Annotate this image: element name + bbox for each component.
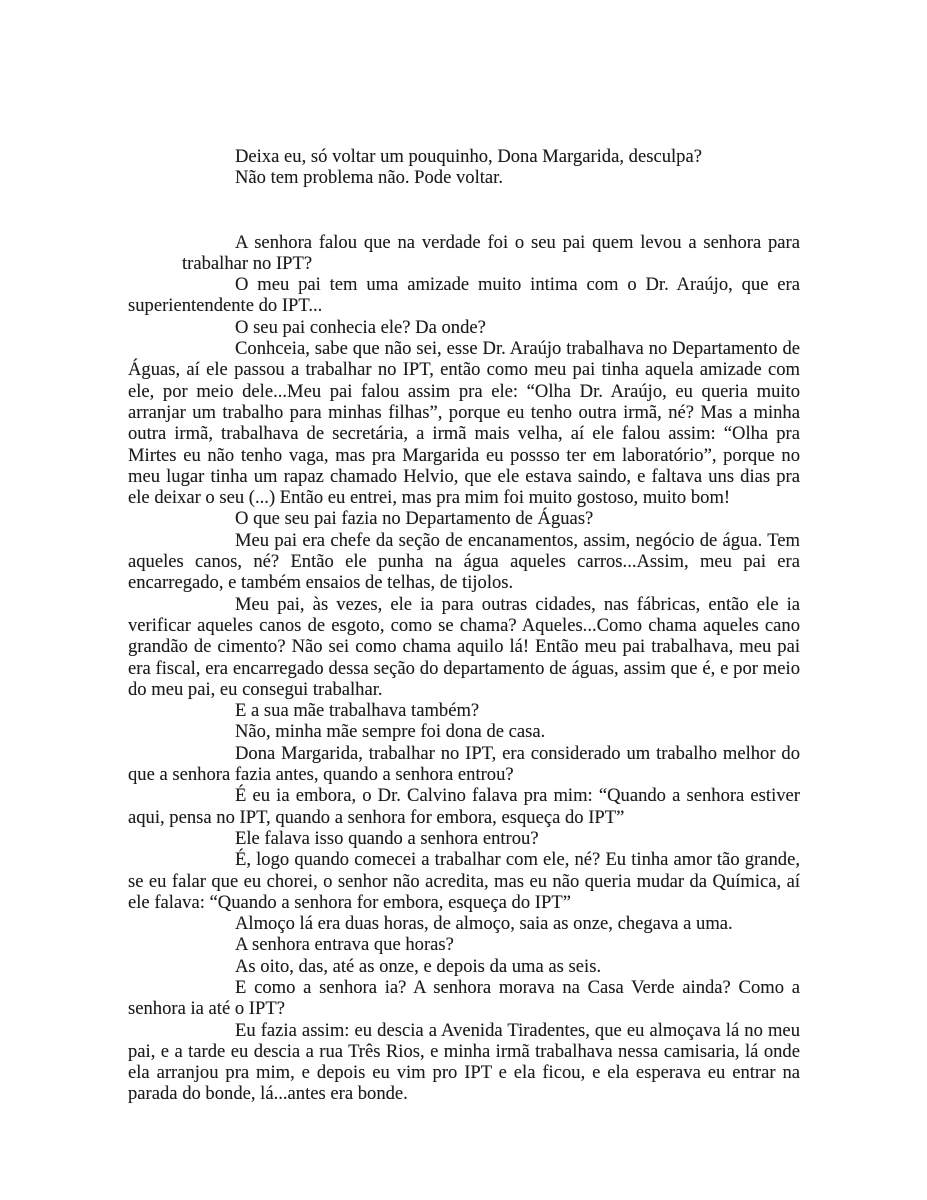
transcript-paragraph: Almoço lá era duas horas, de almoço, saia as onze, chegava a uma.	[235, 913, 733, 935]
transcript-paragraph: Eu fazia assim: eu descia a Avenida Tiradentes, que eu almoçava lá no meu pai, e a tarde eu descia a rua Três Rios, e minha irmã trabalhava nessa camisaria, lá onde ela arranjou pra mim, e depois eu vim pro IPT e ela ficou, e ela esperava eu entrar na parada do bonde, lá...antes era bonde.	[128, 1019, 800, 1105]
transcript-paragraph: Meu pai era chefe da seção de encanamentos, assim, negócio de água. Tem aqueles canos, né? Então ele punha na água aqueles carros...Assim, meu pai era encarregado, e também ensaios de telhas, de tijolos.	[128, 529, 800, 594]
transcript-paragraph: As oito, das, até as onze, e depois da uma as seis.	[235, 955, 602, 977]
transcript-paragraph: O que seu pai fazia no Departamento de Águas?	[235, 508, 594, 530]
transcript-paragraph: Ele falava isso quando a senhora entrou?	[235, 827, 539, 849]
transcript-paragraph: Conhceia, sabe que não sei, esse Dr. Araújo trabalhava no Departamento de Águas, aí ele passou a trabalhar no IPT, então como meu pai tinha aquela amizade com ele, por meio dele...Meu pai falou assim pra ele: “Olha Dr. Araújo, eu queria muito arranjar um trabalho para minhas filhas”, porque eu tenho outra irmã, né? Mas a minha outra irmã, trabalhava de secretária, a irmã mais velha, aí ele falou assim: “Olha pra Mirtes eu não tenho vaga, mas pra Margarida eu possso ter em laboratório”, porque no meu lugar tinha um rapaz chamado Helvio, que ele estava saindo, e faltava uns dias pra ele deixar o seu (...) Então eu entrei, mas pra mim foi muito gostoso, muito bom!	[128, 338, 800, 509]
transcript-paragraph: Não tem problema não. Pode voltar.	[235, 167, 503, 189]
transcript-paragraph: Dona Margarida, trabalhar no IPT, era considerado um trabalho melhor do que a senhora fazia antes, quando a senhora entrou?	[128, 742, 800, 786]
transcript-paragraph: E a sua mãe trabalhava também?	[235, 700, 480, 722]
transcript-paragraph: A senhora entrava que horas?	[235, 934, 454, 956]
transcript-paragraph: Meu pai, às vezes, ele ia para outras cidades, nas fábricas, então ele ia verificar aqueles canos de esgoto, como se chama? Aqueles...Como chama aqueles cano grandão de cimento? Não sei como chama aquilo lá! Então meu pai trabalhava, meu pai era fiscal, era encarregado dessa seção do departamento de águas, assim que é, e por meio do meu pai, eu consegui trabalhar.	[128, 593, 800, 700]
transcript-paragraph: O meu pai tem uma amizade muito intima com o Dr. Araújo, que era superientendente do IPT...	[128, 274, 800, 317]
transcript-paragraph: É eu ia embora, o Dr. Calvino falava pra mim: “Quando a senhora estiver aqui, pensa no IPT, quando a senhora for embora, esqueça do IPT”	[128, 785, 800, 828]
transcript-paragraph: A senhora falou que na verdade foi o seu pai quem levou a senhora para trabalhar no IPT?	[182, 231, 800, 274]
transcript-body	[128, 146, 800, 1105]
transcript-paragraph: O seu pai conhecia ele? Da onde?	[235, 316, 486, 338]
transcript-paragraph: Não, minha mãe sempre foi dona de casa.	[235, 721, 546, 743]
transcript-paragraph: É, logo quando comecei a trabalhar com ele, né? Eu tinha amor tão grande, se eu falar que eu chorei, o senhor não acredita, mas eu não queria mudar da Química, aí ele falava: “Quando a senhora for embora, esqueça do IPT”	[128, 849, 800, 913]
transcript-paragraph: E como a senhora ia? A senhora morava na Casa Verde ainda? Como a senhora ia até o IPT?	[128, 976, 800, 1020]
transcript-paragraph: Deixa eu, só voltar um pouquinho, Dona Margarida, desculpa?	[235, 146, 702, 167]
